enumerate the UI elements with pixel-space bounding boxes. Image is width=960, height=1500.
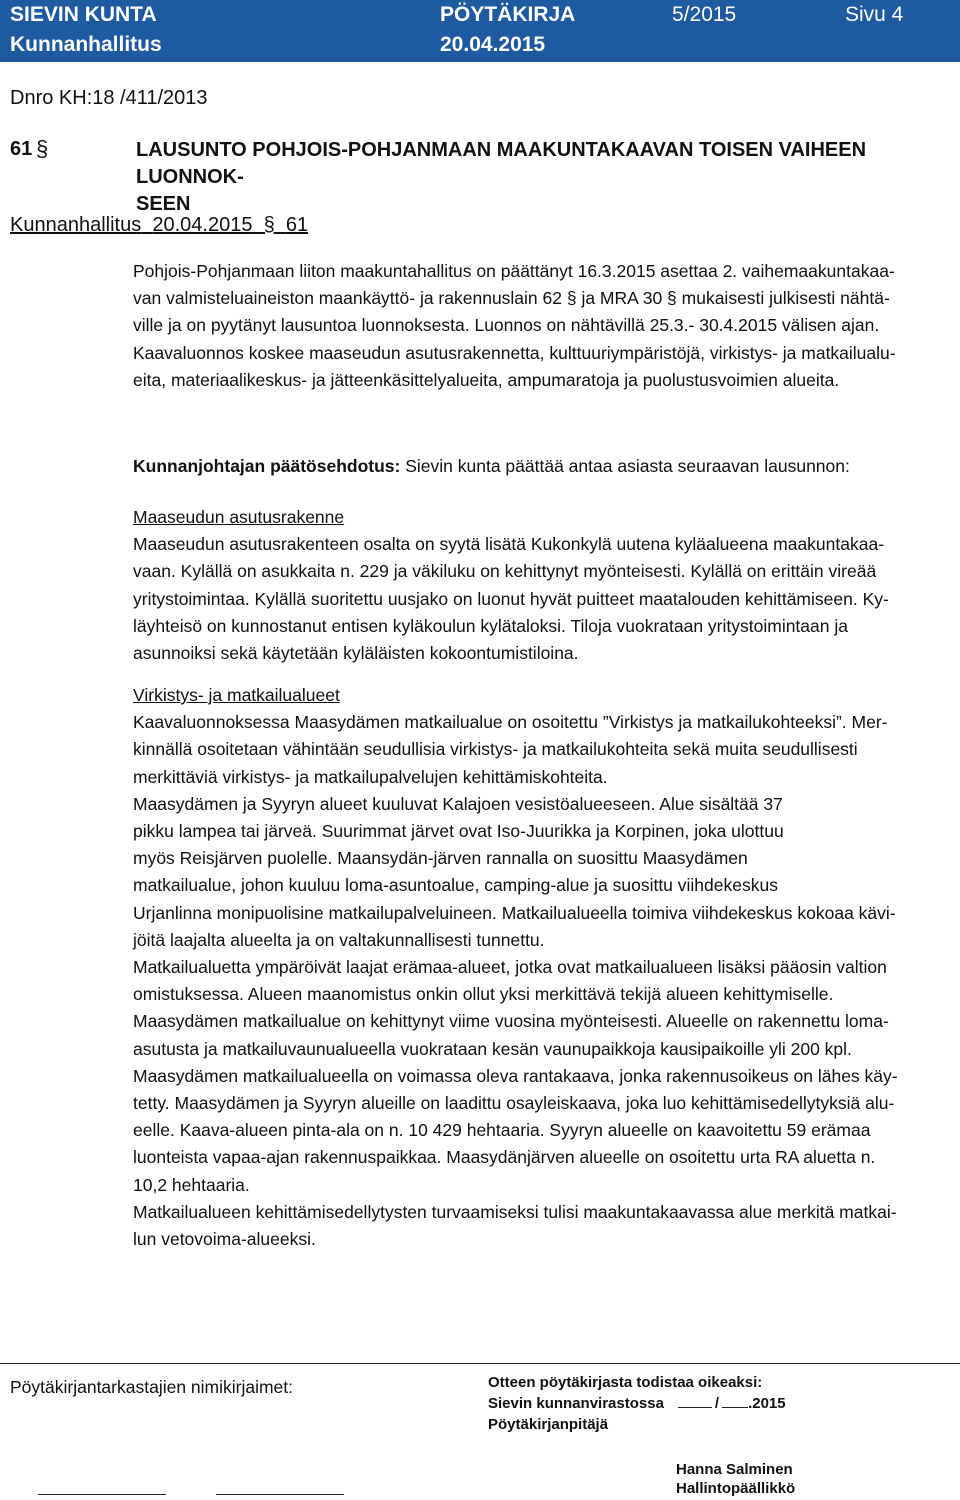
section-title — [136, 137, 936, 218]
record-number: Dnro KH:18 /411/2013 — [10, 87, 208, 109]
text-line: Matkailualueen kehittämisedellytysten turvaamiseksi tulisi maakuntakaavassa alue merkitä matkai- — [133, 1201, 897, 1222]
meeting-section-mark: § — [263, 214, 275, 236]
page-indicator: Sivu 4 — [845, 3, 904, 26]
proposal-label: Kunnanjohtajan päätösehdotus: — [133, 456, 401, 476]
document-type: PÖYTÄKIRJA — [440, 3, 576, 26]
meeting-body: Kunnanhallitus — [10, 214, 142, 236]
text-line: eita, materiaalikeskus- ja jätteenkäsittelyalueita, ampumaratoja ja puolustusvoimien alueita. — [133, 369, 840, 390]
text-line: Kaavaluonnos koskee maaseudun asutusrakennetta, kulttuuriympäristöjä, virkistys- ja matkailualu- — [133, 342, 896, 363]
text-line: asunnoiksi sekä käytetään kyläläisten kokoontumistiloina. — [133, 643, 579, 664]
text-line: omistuksessa. Alueen maanomistus onkin ollut yksi merkittävä tekijä alueen kehittymiselle. — [133, 984, 834, 1005]
text-line: Maasydämen matkailualue on kehittynyt viime vuosina myönteisesti. Alueelle on rakennettu loma- — [133, 1011, 889, 1032]
proposal-text: Sievin kunta päättää antaa asiasta seuraavan lausunnon: — [400, 456, 850, 476]
intro-paragraph — [133, 258, 948, 394]
text-line: merkittäviä virkistys- ja matkailupalvelujen kehittämiskohteita. — [133, 766, 608, 787]
text-line: Pohjois-Pohjanmaan liiton maakuntahallitus on päättänyt 16.3.2015 asettaa 2. vaihemaakuntakaa- — [133, 261, 895, 281]
document-header — [0, 0, 960, 62]
text-line: ville ja on pyytänyt lausuntoa luonnoksesta. Luonnos on nähtävillä 25.3.- 30.4.2015 välisen ajan. — [133, 315, 880, 336]
office-date-line — [488, 1393, 786, 1415]
section-title-line: SEEN — [136, 193, 191, 215]
governing-body: Kunnanhallitus — [10, 33, 162, 56]
text-line: myös Reisjärven puolelle. Maansydän-järven rannalla on suosittu Maasydämen — [133, 848, 748, 869]
minutes-keeper-label: Pöytäkirjanpitäjä — [488, 1416, 609, 1433]
text-line: luonteista vapaa-ajan rakennuspaikkaa. Maasydänjärven alueelle on osoitettu urta RA aluetta n. — [133, 1147, 876, 1168]
text-line: asutusta ja matkailuvaunualueella vuokrataan kesän vaunupaikkoja kausipaikoille yli 200 kpl. — [133, 1038, 852, 1059]
text-line: van valmisteluaineiston maankäyttö- ja rakennuslain 62 § ja MRA 30 § mukaisesti julkisesti nähtä- — [133, 288, 890, 309]
office-year: .2015 — [748, 1395, 786, 1412]
text-line: Urjanlinna monipuolisine matkailupalveluineen. Matkailualueella toimiva viihdekeskus kokoaa kävi- — [133, 902, 896, 923]
document-number: 5/2015 — [672, 3, 737, 26]
signature-line — [216, 1494, 344, 1495]
text-line: tetty. Maasydämen ja Syyryn alueille on laadittu osayleiskaava, joka luo kehittämisedellytyksiä alu- — [133, 1093, 895, 1114]
signer-title: Hallintopäällikkö — [676, 1480, 796, 1497]
text-line: pikku lampea tai järveä. Suurimmat järvet ovat Iso-Juurikka ja Korpinen, joka ulottuu — [133, 821, 784, 842]
rural-settlement-section — [133, 504, 948, 667]
section-mark: § — [36, 136, 49, 161]
text-line: 10,2 hehtaaria. — [133, 1174, 250, 1195]
section-title-line: LAUSUNTO POHJOIS-POHJANMAAN MAAKUNTAKAAVAN TOISEN VAIHEEN LUONNOK- — [136, 139, 867, 188]
municipality-name: SIEVIN KUNTA — [10, 3, 157, 26]
text-line: Matkailualuetta ympäröivät laajat erämaa-alueet, jotka ovat matkailualueen lisäksi pääosin valtion — [133, 957, 887, 978]
text-line: kinnällä osoitetaan vähintään seudullisia virkistys- ja matkailukohteita sekä muita seudullisesti — [133, 739, 858, 760]
text-line: yritystoimintaa. Kylällä suoritettu uusjako on luonut hyvät puitteet maatalouden kehittämiseen. Ky- — [133, 588, 889, 609]
section-number: 61 — [10, 138, 33, 160]
text-line: matkailualue, johon kuuluu loma-asuntoalue, camping-alue ja suosittu viihdekeskus — [133, 875, 778, 896]
signer-name: Hanna Salminen — [676, 1461, 793, 1478]
signature-line — [38, 1494, 166, 1495]
proposal-line — [133, 453, 948, 480]
text-line: vaan. Kylällä on asukkaita n. 229 ja väkiluku on kehittynyt myönteisesti. Kylällä on erittäin vireää — [133, 561, 877, 582]
certification-label: Otteen pöytäkirjasta todistaa oikeaksi: — [488, 1374, 763, 1391]
text-line: Maaseudun asutusrakenteen osalta on syytä lisätä Kukonkylä uutena kyläalueena maakuntakaa- — [133, 534, 885, 555]
text-line: Maasydämen ja Syyryn alueet kuuluvat Kalajoen vesistöalueeseen. Alue sisältää 37 — [133, 793, 783, 814]
meeting-date-ref: 20.04.2015 — [152, 214, 253, 236]
office-name: Sievin kunnanvirastossa — [488, 1395, 664, 1412]
rural-settlement-heading: Maaseudun asutusrakenne — [133, 507, 345, 527]
footer-divider — [0, 1363, 960, 1364]
recreation-section — [133, 682, 948, 1253]
meeting-section-number: 61 — [285, 214, 309, 236]
meeting-date: 20.04.2015 — [440, 33, 546, 56]
text-line: lun vetovoima-alueeksi. — [133, 1229, 316, 1250]
text-line: Kaavaluonnoksessa Maasydämen matkailualue on osoitettu ”Virkistys ja matkailukohteeksi”. Mer- — [133, 712, 888, 733]
text-line: jöitä laajalta alueelta ja on valtakunnallisesti tunnettu. — [133, 929, 545, 950]
text-line: läyhteisö on kunnostanut entisen kyläkoulun kylätaloksi. Tiloja vuokrataan yritystoimintaan ja — [133, 615, 848, 636]
reviewers-initials-label: Pöytäkirjantarkastajien nimikirjaimet: — [10, 1377, 294, 1397]
text-line: Maasydämen matkailualueella on voimassa oleva rantakaava, jonka rakennusoikeus on lähes käy- — [133, 1065, 898, 1086]
text-line: eelle. Kaava-alueen pinta-ala on n. 10 429 hehtaaria. Syyryn alueelle on kaavoitettu 59 erämaa — [133, 1120, 871, 1141]
date-separator: / — [714, 1395, 720, 1412]
meeting-reference — [10, 213, 308, 237]
recreation-heading: Virkistys- ja matkailualueet — [133, 685, 340, 705]
